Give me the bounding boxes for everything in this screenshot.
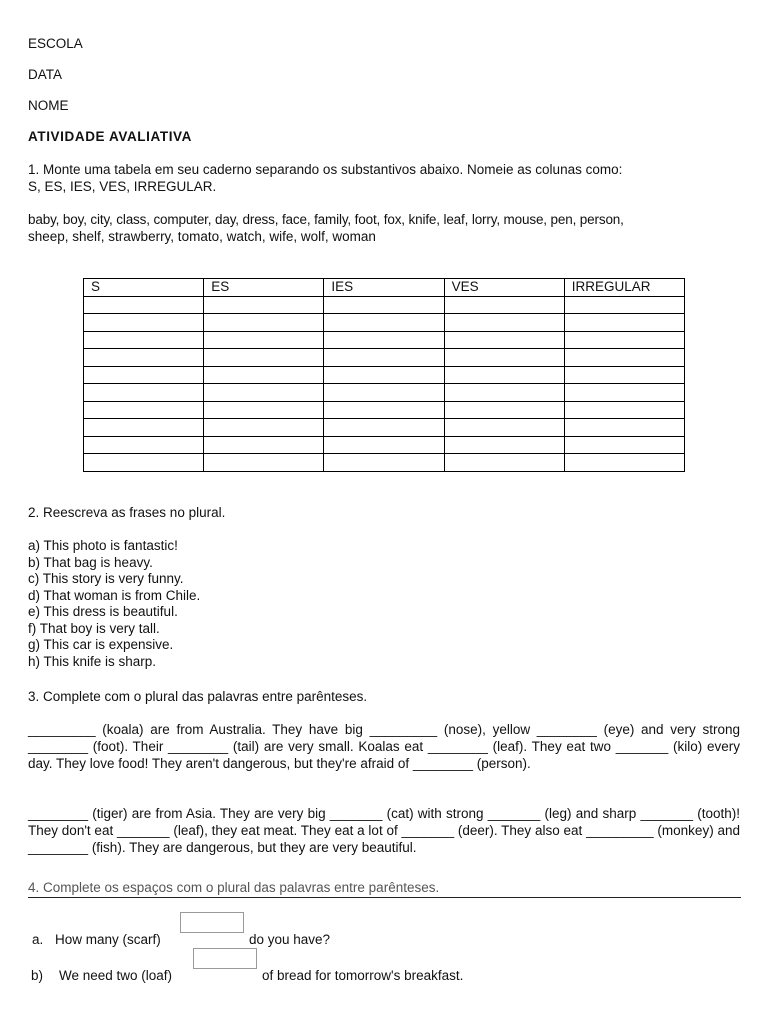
table-cell bbox=[324, 401, 444, 419]
table-cell bbox=[204, 384, 324, 402]
table-cell bbox=[444, 419, 564, 437]
table-cell bbox=[444, 401, 564, 419]
q4-instruction: 4. Complete os espaços com o plural das palavras entre parênteses. bbox=[28, 879, 741, 898]
table-cell bbox=[444, 314, 564, 332]
q2-sentence-d: d) That woman is from Chile. bbox=[28, 587, 201, 603]
table-cell bbox=[444, 366, 564, 384]
table-cell bbox=[84, 454, 204, 472]
q4-item-a-text-after: do you have? bbox=[249, 932, 331, 947]
table-row bbox=[84, 384, 685, 402]
q4-item-b-label: b) bbox=[31, 968, 44, 983]
table-row bbox=[84, 401, 685, 419]
table-cell bbox=[324, 436, 444, 454]
table-cell bbox=[324, 314, 444, 332]
q3-tiger-paragraph: ________ (tiger) are from Asia. They are very big _______ (cat) with strong _______ (leg) and sharp _______ (tooth)! They don't eat _______ (leaf), they eat meat. They eat a lot of _______ (deer). They also eat _________ (monkey) and ________ (fish). They are dangerous, but they are very beautiful. bbox=[28, 806, 740, 855]
date-label: DATA bbox=[28, 67, 63, 82]
table-cell bbox=[204, 366, 324, 384]
table-cell bbox=[564, 454, 684, 472]
q3-koala-paragraph: _________ (koala) are from Australia. They have big _________ (nose), yellow ________ (eye) and very strong ________ (foot). Their ________ (tail) are very small. Koalas eat ________ (leaf). They eat two _______ (kilo) every day. They love food! They aren't dangerous, but they're afraid of ________ (person). bbox=[28, 722, 740, 771]
q2-sentence-f: f) That boy is very tall. bbox=[28, 620, 160, 636]
table-cell bbox=[324, 331, 444, 349]
q3-instruction: 3. Complete com o plural das palavras entre parênteses. bbox=[28, 689, 368, 704]
table-cell bbox=[564, 436, 684, 454]
table-cell bbox=[204, 454, 324, 472]
noun-classification-table bbox=[83, 278, 685, 472]
school-label: ESCOLA bbox=[28, 36, 83, 51]
table-cell bbox=[444, 349, 564, 367]
table-cell bbox=[204, 419, 324, 437]
table-cell bbox=[84, 384, 204, 402]
table-cell bbox=[84, 366, 204, 384]
q4-item-a-text-before: How many (scarf) bbox=[55, 932, 161, 947]
q1-word-list-line1: baby, boy, city, class, computer, day, dress, face, family, foot, fox, knife, leaf, lorry, mouse, pen, person, bbox=[28, 212, 624, 227]
table-cell bbox=[324, 384, 444, 402]
table-cell bbox=[324, 366, 444, 384]
table-row bbox=[84, 454, 685, 472]
table-header-cell: IES bbox=[324, 279, 444, 297]
table-cell bbox=[84, 349, 204, 367]
table-cell bbox=[84, 401, 204, 419]
table-row bbox=[84, 349, 685, 367]
table-cell bbox=[324, 349, 444, 367]
table-cell bbox=[324, 454, 444, 472]
q2-sentence-c: c) This story is very funny. bbox=[28, 571, 184, 586]
table-header-cell: ES bbox=[204, 279, 324, 297]
table-cell bbox=[84, 331, 204, 349]
table-cell bbox=[204, 401, 324, 419]
table-cell bbox=[84, 436, 204, 454]
table-cell bbox=[564, 296, 684, 314]
table-cell bbox=[564, 331, 684, 349]
q1-word-list-line2: sheep, shelf, strawberry, tomato, watch, wife, wolf, woman bbox=[28, 229, 376, 244]
table-cell bbox=[204, 349, 324, 367]
table-header-row bbox=[84, 279, 685, 297]
table-cell bbox=[564, 401, 684, 419]
q2-sentence-e: e) This dress is beautiful. bbox=[28, 604, 178, 619]
q1-instruction-line1: 1. Monte uma tabela em seu caderno separando os substantivos abaixo. Nomeie as colunas como: bbox=[28, 162, 623, 177]
name-label: NOME bbox=[28, 98, 69, 113]
table-header-cell: VES bbox=[444, 279, 564, 297]
table-row bbox=[84, 296, 685, 314]
q4-item-a-answer-box[interactable] bbox=[180, 912, 244, 933]
table-cell bbox=[204, 436, 324, 454]
q4-item-a-label: a. bbox=[32, 932, 44, 947]
table-cell bbox=[444, 454, 564, 472]
q2-sentence-h: h) This knife is sharp. bbox=[28, 653, 157, 669]
q2-sentence-b: b) That bag is heavy. bbox=[28, 554, 153, 570]
q2-sentence-a: a) This photo is fantastic! bbox=[28, 538, 178, 553]
q1-instruction-line2: S, ES, IES, VES, IRREGULAR. bbox=[28, 179, 217, 194]
table-cell bbox=[444, 296, 564, 314]
table-cell bbox=[84, 296, 204, 314]
table-cell bbox=[444, 384, 564, 402]
table-cell bbox=[444, 331, 564, 349]
table-cell bbox=[444, 436, 564, 454]
table-cell bbox=[564, 384, 684, 402]
q4-item-b-answer-box[interactable] bbox=[193, 948, 257, 969]
table-cell bbox=[564, 349, 684, 367]
q4-item-b-text-before: We need two (loaf) bbox=[59, 968, 173, 983]
table-cell bbox=[84, 419, 204, 437]
table-cell bbox=[204, 314, 324, 332]
table-cell bbox=[564, 366, 684, 384]
table-header-cell: IRREGULAR bbox=[564, 279, 684, 297]
page-title: ATIVIDADE AVALIATIVA bbox=[28, 129, 192, 144]
q4-item-b-text-after: of bread for tomorrow's breakfast. bbox=[262, 968, 464, 983]
table-cell bbox=[84, 314, 204, 332]
table-cell bbox=[564, 419, 684, 437]
table-row bbox=[84, 331, 685, 349]
table-row bbox=[84, 419, 685, 437]
table-header-cell: S bbox=[84, 279, 204, 297]
q2-sentence-g: g) This car is expensive. bbox=[28, 637, 174, 652]
table-row bbox=[84, 436, 685, 454]
table-row bbox=[84, 366, 685, 384]
q2-instruction: 2. Reescreva as frases no plural. bbox=[28, 505, 226, 520]
table-cell bbox=[204, 331, 324, 349]
table-row bbox=[84, 314, 685, 332]
table-cell bbox=[324, 419, 444, 437]
table-cell bbox=[564, 314, 684, 332]
table-cell bbox=[324, 296, 444, 314]
table-cell bbox=[204, 296, 324, 314]
